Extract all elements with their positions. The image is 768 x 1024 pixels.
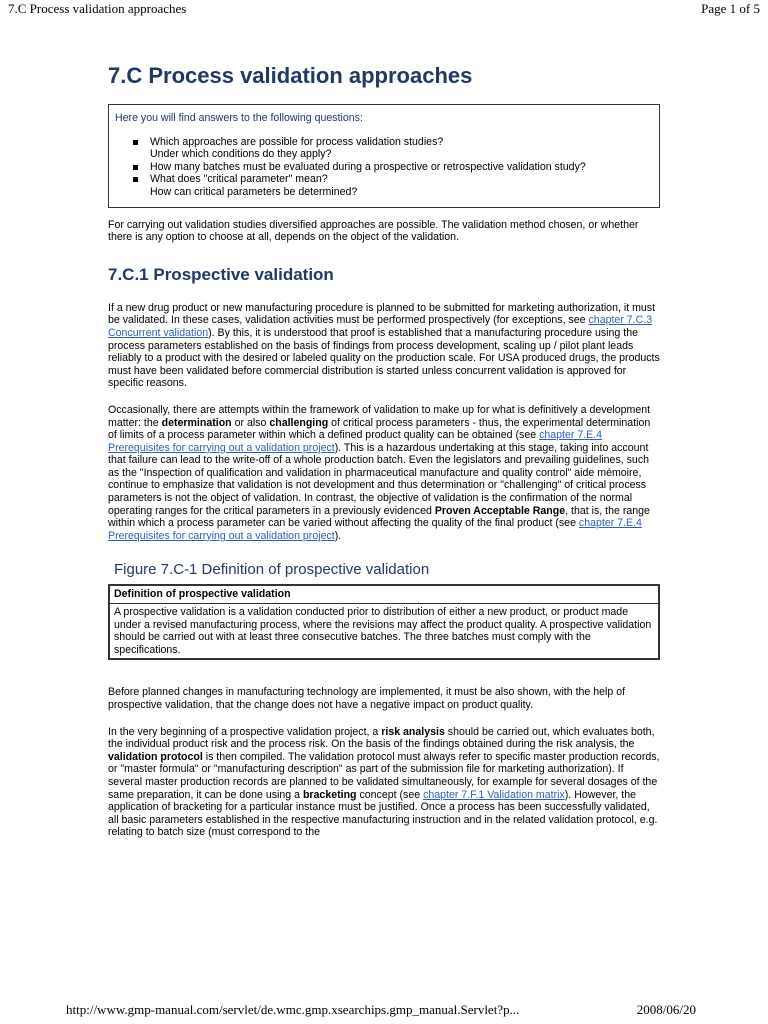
section-heading: 7.C.1 Prospective validation <box>108 264 334 284</box>
questions-box <box>108 104 660 208</box>
question-item: How many batches must be evaluated during a prospective or retrospective validation study? <box>133 161 653 174</box>
square-bullet-icon <box>133 177 138 182</box>
questions-intro: Here you will find answers to the following questions: <box>115 112 363 124</box>
questions-list <box>115 136 653 199</box>
intro-paragraph: For carrying out validation studies diversified approaches are possible. The validation method chosen, or whether there is any option to choose at all, depends on the object of the validation. <box>108 218 639 244</box>
footer-url: http://www.gmp-manual.com/servlet/de.wmc.gmp.xsearchips.gmp_manual.Servlet?p... <box>66 1002 520 1017</box>
document-body <box>108 62 660 853</box>
figure-caption: Figure 7.C-1 Definition of prospective validation <box>114 561 430 579</box>
definition-heading: Definition of prospective validation <box>110 586 658 604</box>
link-prerequisites-validation[interactable]: chapter 7.E.4 Prerequisites for carrying out a validation project <box>108 429 603 454</box>
footer-date: 2008/06/20 <box>636 1002 696 1017</box>
paragraph-prospective-1: If a new drug product or new manufacturing procedure is planned to be submitted for marketing authorization, it must be validated. In these cases, validation activities must be performed prospectively (for exceptions, see chapter 7.C.3 Concurrent validation). By this, it is understood that proof is established that a manufacturing procedure using the process parameters established on the basis of findings from process development, scaling up / pilot plant leads reliably to a product with the desired or labeled quality on the production scale. For USA produced drugs, the products must have been validated before commercial distribution is started unless concurrent validation is approved for specific reasons. <box>108 301 660 390</box>
definition-box <box>108 584 660 660</box>
print-footer <box>66 1002 696 1020</box>
question-item: Which approaches are possible for process validation studies? Under which conditions do they apply? <box>133 136 653 161</box>
print-header <box>8 0 760 18</box>
square-bullet-icon <box>133 165 138 170</box>
square-bullet-icon <box>133 140 138 145</box>
question-item: What does "critical parameter" mean? How can critical parameters be determined? <box>133 173 653 198</box>
paragraph-risk-analysis: In the very beginning of a prospective validation project, a risk analysis should be carried out, which evaluates both, the individual product risk and the process risk. On the basis of the findings obtained during the risk analysis, the validation protocol is then compiled. The validation protocol must always refer to specific master production records, or "master formula" or "manufacturing description" as part of the submission file for marketing authorization). If several master production records are planned to be validated simultaneously, for example for several dosages of the same preparation, it can be done using a bracketing concept (see chapter 7.F.1 Validation matrix). However, the application of bracketing for a particular instance must be justified. Once a process has been successfully validated, all basic parameters established in the respective manufacturing instruction and in the related validation protocol, e.g. relating to batch size (must correspond to the <box>108 725 660 839</box>
link-validation-matrix[interactable]: chapter 7.F.1 Validation matrix <box>423 788 565 801</box>
definition-body: A prospective validation is a validation conducted prior to distribution of either a new product, or product made under a revised manufacturing process, where the revisions may affect the product quality. A prospective validation should be carried out with at least three consecutive batches. The three batches must comply with the specifications. <box>114 606 652 656</box>
paragraph-prospective-2: Occasionally, there are attempts within the framework of validation to make up for what is definitively a development matter: the determination or also challenging of critical process parameters - thus, the experimental determination of limits of a process parameter within which a defined product quality can be obtained (see chapter 7.E.4 Prerequisites for carrying out a validation project). This is a hazardous undertaking at this stage, taking into account that failure can lead to the write-off of a whole production batch. Even the legislators and prevailing guidelines, such as the "Inspection of qualification and validation in pharmaceutical manufacture and quality control" aide mémoire, continue to emphasize that validation is not development and thus determination or "challenging" of critical process parameters is not the object of validation. In contrast, the objective of validation is the confirmation of the normal operating ranges for the critical parameters in a previously evidenced Proven Acceptable Range, that is, the range within which a process parameter can be varied without affecting the quality of the final product (see chapter 7.E.4 Prerequisites for carrying out a validation project). <box>108 403 651 542</box>
header-title: 7.C Process validation approaches <box>8 1 187 16</box>
link-prerequisites-validation-2[interactable]: chapter 7.E.4 Prerequisites for carrying out a validation project <box>108 517 642 542</box>
link-concurrent-validation[interactable]: chapter 7.C.3 Concurrent validation <box>108 314 653 339</box>
page-title: 7.C Process validation approaches <box>108 63 473 88</box>
paragraph-planned-changes: Before planned changes in manufacturing technology are implemented, it must be also shown, with the help of prospective validation, that the change does not have a negative impact on product quality. <box>108 686 626 711</box>
header-page-info: Page 1 of 5 <box>701 1 760 16</box>
